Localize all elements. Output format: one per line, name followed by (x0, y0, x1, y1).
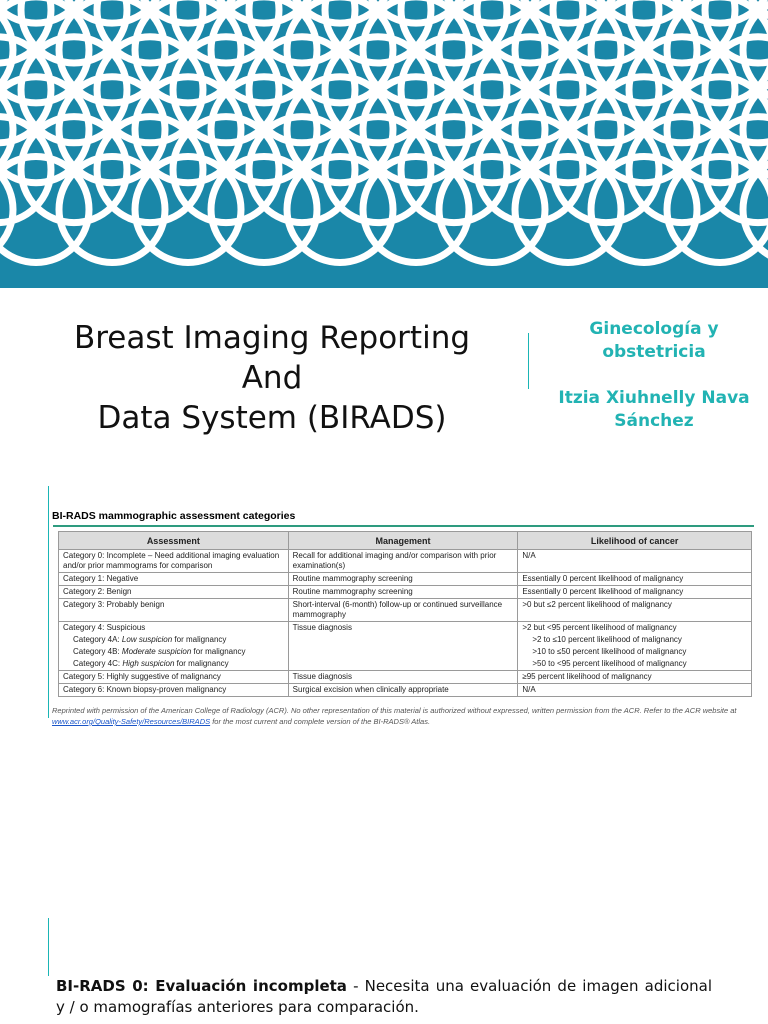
table-row (59, 573, 752, 586)
cell-likelihood: >0 but ≤2 percent likelihood of malignancy (518, 599, 752, 622)
cell-assessment: Category 4: Suspicious (59, 622, 289, 635)
cell-assessment (59, 634, 289, 646)
author-line-1: Itzia Xiuhnelly Nava (558, 388, 750, 408)
subcategory-label: Category 4A: (73, 635, 122, 644)
cell-assessment: Category 0: Incomplete – Need additional imaging evaluation and/or prior mammograms for comparison (59, 550, 289, 573)
cell-likelihood: ≥95 percent likelihood of malignancy (518, 671, 752, 684)
subject-line-1: Ginecología y (589, 319, 719, 339)
header-management: Management (288, 532, 518, 550)
table-accent-line (48, 486, 49, 718)
table-row (59, 684, 752, 697)
birads-0-heading: BI-RADS 0: Evaluación incompleta (56, 977, 347, 995)
cell-likelihood: Essentially 0 percent likelihood of malignancy (518, 573, 752, 586)
reprint-notice (52, 705, 752, 727)
title-line-3: Data System (BIRADS) (97, 400, 447, 436)
table-row (59, 671, 752, 684)
cell-management: Tissue diagnosis (288, 622, 518, 671)
subcategory-label: Category 4B: (73, 647, 122, 656)
table-row (59, 599, 752, 622)
paragraph-accent-line (48, 918, 49, 976)
suspicion-level: Moderate suspicion (121, 647, 192, 656)
subject-and-author (540, 318, 768, 433)
cell-assessment: Category 1: Negative (59, 573, 289, 586)
subcategory-suffix: for malignancy (172, 635, 227, 644)
table-row (59, 622, 752, 635)
cell-assessment: Category 5: Highly suggestive of malignancy (59, 671, 289, 684)
cell-likelihood: N/A (518, 684, 752, 697)
cell-management: Short-interval (6-month) follow-up or continued surveillance mammography (288, 599, 518, 622)
title-line-1: Breast Imaging Reporting (73, 320, 471, 356)
reprint-text: Reprinted with permission of the American College of Radiology (ACR). No other representation of this material is authorized without expressed, written permission from the ACR. Refer to the ACR website at (52, 706, 737, 715)
birads-0-text: - Necesita una evaluación de imagen adicional y / o mamografías anteriores para comparación. (56, 977, 712, 1016)
table-caption-rule (53, 525, 754, 527)
subcategory-label: Category 4C: (73, 659, 123, 668)
cell-likelihood: >2 but <95 percent likelihood of malignancy (518, 622, 752, 635)
acr-birads-link[interactable]: www.acr.org/Quality-Safety/Resources/BIRADS (52, 717, 211, 726)
header-assessment: Assessment (59, 532, 289, 550)
reprint-text-end: for the most current and complete version of the BI-RADS® Atlas. (210, 717, 431, 726)
interlocking-circles-pattern (0, 0, 768, 288)
cell-management: Recall for additional imaging and/or comparison with prior examination(s) (288, 550, 518, 573)
title-line-2: And (241, 360, 303, 396)
birads-0-description (56, 976, 712, 1018)
cell-likelihood: >50 to <95 percent likelihood of malignancy (518, 658, 752, 671)
subcategory-suffix: for malignancy (191, 647, 246, 656)
subject-line-2: obstetricia (602, 342, 706, 362)
suspicion-level: High suspicion (122, 659, 175, 668)
header-likelihood: Likelihood of cancer (518, 532, 752, 550)
slide-title (40, 318, 504, 438)
accent-divider-line (528, 333, 529, 389)
cell-likelihood: >2 to ≤10 percent likelihood of malignancy (518, 634, 752, 646)
cell-management: Routine mammography screening (288, 573, 518, 586)
birads-table (58, 531, 752, 697)
cell-assessment: Category 6: Known biopsy-proven malignancy (59, 684, 289, 697)
cell-management: Routine mammography screening (288, 586, 518, 599)
cell-likelihood: Essentially 0 percent likelihood of malignancy (518, 586, 752, 599)
cell-assessment: Category 2: Benign (59, 586, 289, 599)
decorative-pattern-banner (0, 0, 768, 288)
cell-assessment (59, 658, 289, 671)
cell-management: Surgical excision when clinically appropriate (288, 684, 518, 697)
subcategory-suffix: for malignancy (174, 659, 229, 668)
table-caption: BI-RADS mammographic assessment categories (52, 510, 296, 522)
author-line-2: Sánchez (614, 411, 694, 431)
cell-assessment: Category 3: Probably benign (59, 599, 289, 622)
spacer (540, 364, 768, 387)
table-row (59, 586, 752, 599)
table-row (59, 550, 752, 573)
suspicion-level: Low suspicion (121, 635, 173, 644)
cell-likelihood: N/A (518, 550, 752, 573)
cell-management: Tissue diagnosis (288, 671, 518, 684)
table-header-row (59, 532, 752, 550)
cell-likelihood: >10 to ≤50 percent likelihood of malignancy (518, 646, 752, 658)
birads-table-figure (52, 509, 754, 727)
cell-assessment (59, 646, 289, 658)
